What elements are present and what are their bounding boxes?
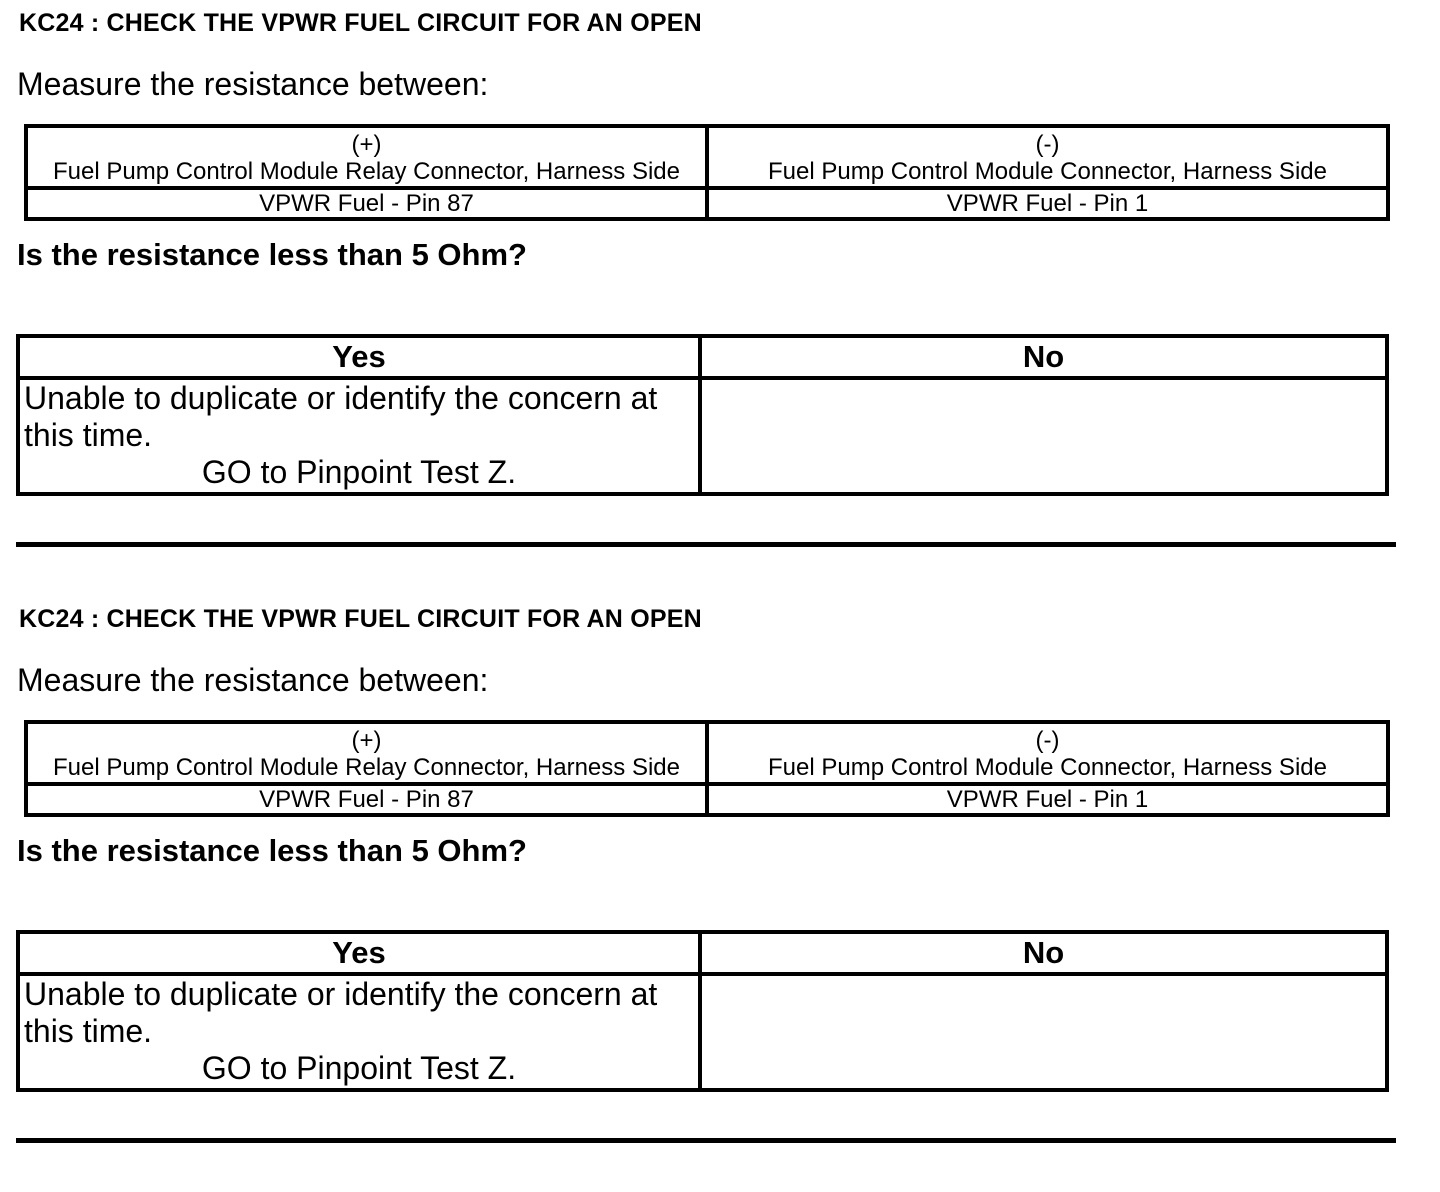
positive-pin: VPWR Fuel - Pin 87 bbox=[26, 188, 707, 219]
negative-pin: VPWR Fuel - Pin 1 bbox=[707, 188, 1388, 219]
yes-cell bbox=[18, 378, 700, 494]
step-title: KC24 : CHECK THE VPWR FUEL CIRCUIT FOR AN OPEN bbox=[19, 9, 702, 37]
yes-cell bbox=[18, 974, 700, 1090]
question-text: Is the resistance less than 5 Ohm? bbox=[17, 833, 527, 868]
step-title: KC24 : CHECK THE VPWR FUEL CIRCUIT FOR AN OPEN bbox=[19, 605, 702, 633]
yes-result-text: Unable to duplicate or identify the concern at this time. bbox=[24, 380, 658, 453]
section-divider bbox=[16, 542, 1396, 547]
answer-table bbox=[16, 930, 1389, 1092]
negative-connector: Fuel Pump Control Module Connector, Harness Side bbox=[768, 754, 1327, 781]
negative-connector: Fuel Pump Control Module Connector, Harness Side bbox=[768, 158, 1327, 185]
no-cell bbox=[700, 974, 1387, 1090]
no-header: No bbox=[700, 336, 1387, 378]
measurement-table bbox=[24, 720, 1390, 817]
positive-symbol: (+) bbox=[351, 727, 382, 754]
positive-probe-cell bbox=[26, 126, 707, 188]
negative-symbol: (-) bbox=[1035, 131, 1060, 158]
yes-header: Yes bbox=[18, 932, 700, 974]
test-step-section bbox=[0, 596, 1440, 1192]
positive-probe-cell bbox=[26, 722, 707, 784]
section-divider bbox=[16, 1138, 1396, 1143]
measurement-table bbox=[24, 124, 1390, 221]
yes-action-link[interactable]: GO to Pinpoint Test Z. bbox=[201, 454, 517, 490]
instruction-text: Measure the resistance between: bbox=[17, 662, 489, 698]
instruction-text: Measure the resistance between: bbox=[17, 66, 489, 102]
yes-header: Yes bbox=[18, 336, 700, 378]
question-text: Is the resistance less than 5 Ohm? bbox=[17, 237, 527, 272]
positive-symbol: (+) bbox=[351, 131, 382, 158]
yes-result-text: Unable to duplicate or identify the concern at this time. bbox=[24, 976, 658, 1049]
negative-symbol: (-) bbox=[1035, 727, 1060, 754]
negative-pin: VPWR Fuel - Pin 1 bbox=[707, 784, 1388, 815]
positive-connector: Fuel Pump Control Module Relay Connector, Harness Side bbox=[53, 754, 680, 781]
negative-probe-cell bbox=[707, 126, 1388, 188]
no-cell bbox=[700, 378, 1387, 494]
answer-table bbox=[16, 334, 1389, 496]
yes-action-link[interactable]: GO to Pinpoint Test Z. bbox=[201, 1050, 517, 1086]
positive-pin: VPWR Fuel - Pin 87 bbox=[26, 784, 707, 815]
no-header: No bbox=[700, 932, 1387, 974]
negative-probe-cell bbox=[707, 722, 1388, 784]
positive-connector: Fuel Pump Control Module Relay Connector, Harness Side bbox=[53, 158, 680, 185]
